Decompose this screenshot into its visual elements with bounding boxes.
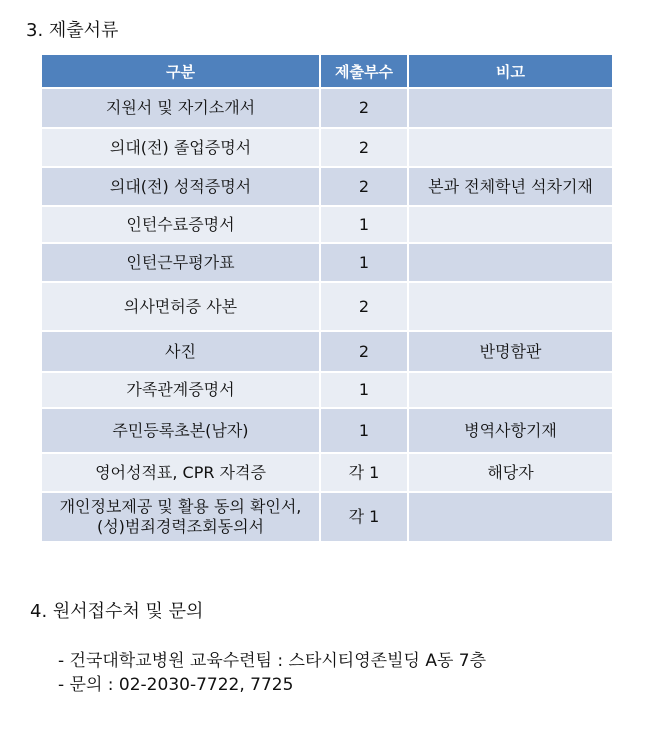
table-row [41,282,613,331]
row-count: 각 1 [320,453,408,492]
table-header-row [41,54,613,88]
row-count: 2 [320,331,408,372]
row-note [408,282,613,331]
table-row [41,88,613,128]
row-item: 의사면허증 사본 [41,282,320,331]
row-count: 2 [320,282,408,331]
row-count: 1 [320,206,408,243]
header-category: 구분 [41,54,320,88]
contact-phone: - 문의 : 02-2030-7722, 7725 [58,675,294,695]
row-count: 2 [320,88,408,128]
row-item: 가족관계증명서 [41,372,320,408]
row-item: 의대(전) 성적증명서 [41,167,320,206]
row-note: 본과 전체학년 석차기재 [408,167,613,206]
section-4-title: 4. 원서접수처 및 문의 [30,601,204,622]
row-item: 영어성적표, CPR 자격증 [41,453,320,492]
row-count: 2 [320,128,408,167]
row-note [408,128,613,167]
header-note: 비고 [408,54,613,88]
table-row [41,372,613,408]
table-row [41,206,613,243]
row-note: 해당자 [408,453,613,492]
row-item: 주민등록초본(남자) [41,408,320,453]
header-count: 제출부수 [320,54,408,88]
row-note [408,492,613,542]
table-row [41,331,613,372]
row-item [41,492,320,542]
row-item: 지원서 및 자기소개서 [41,88,320,128]
row-count: 1 [320,408,408,453]
row-count: 2 [320,167,408,206]
row-note: 병역사항기재 [408,408,613,453]
contact-address: - 건국대학교병원 교육수련팀 : 스타시티영존빌딩 A동 7층 [58,651,487,671]
table-row [41,128,613,167]
row-note [408,243,613,282]
row-note [408,206,613,243]
table-row [41,453,613,492]
table-row [41,167,613,206]
row-item: 인턴수료증명서 [41,206,320,243]
required-documents-table [40,53,614,543]
row-count: 각 1 [320,492,408,542]
row-item-line: 개인정보제공 및 활용 동의 확인서, [59,497,302,516]
table-row [41,243,613,282]
table-row [41,492,613,542]
row-count: 1 [320,243,408,282]
row-item: 의대(전) 졸업증명서 [41,128,320,167]
row-item: 인턴근무평가표 [41,243,320,282]
row-count: 1 [320,372,408,408]
row-item-line: (성)범죄경력조회동의서 [96,517,265,536]
row-note: 반명함판 [408,331,613,372]
row-item: 사진 [41,331,320,372]
section-3-title: 3. 제출서류 [26,20,119,41]
row-note [408,88,613,128]
table-row [41,408,613,453]
row-note [408,372,613,408]
